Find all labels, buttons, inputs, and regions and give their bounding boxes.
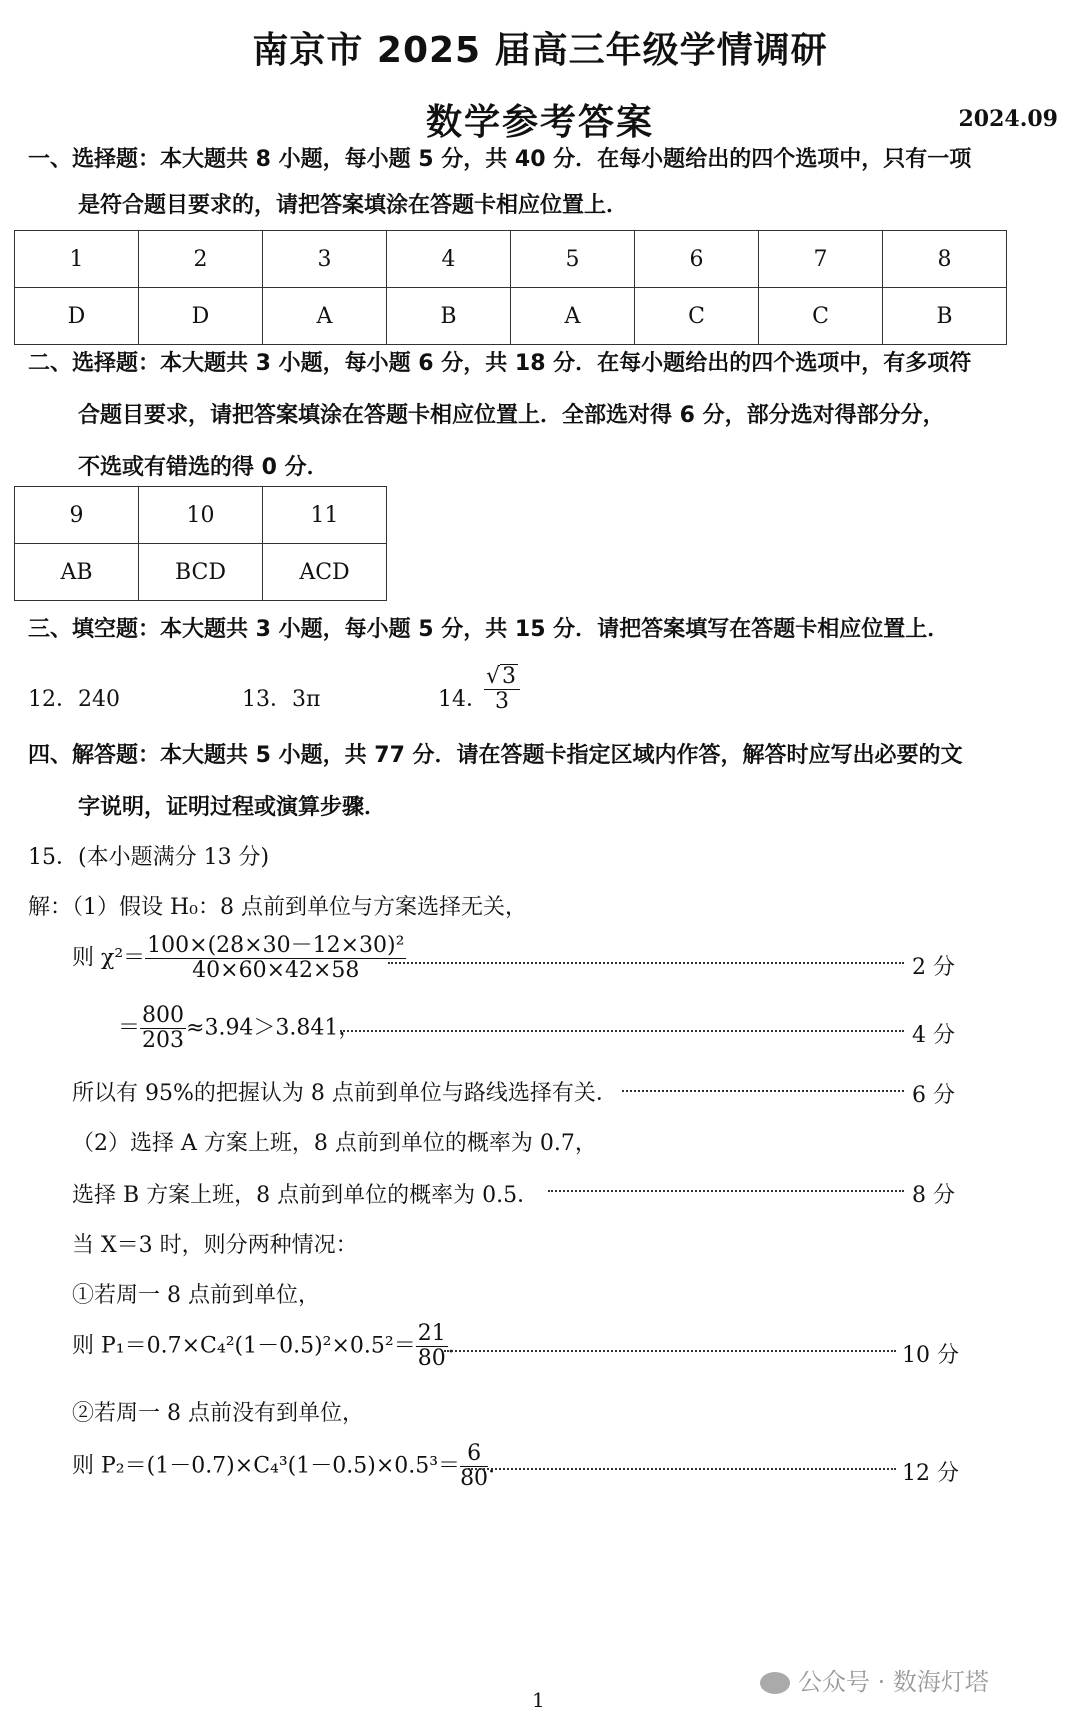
leader-dots — [444, 1350, 896, 1352]
q15-header: 15．(本小题满分 13 分) — [28, 845, 270, 870]
question-number: 7 — [759, 231, 883, 288]
question-number: 1 — [15, 231, 139, 288]
q15-case2: ②若周一 8 点前没有到单位， — [72, 1401, 364, 1426]
formula-prefix: ＝ — [118, 1015, 141, 1041]
score-10: 10 分 — [902, 1343, 959, 1368]
formula-prefix: 则 χ²＝ — [72, 945, 146, 971]
formula-numerator: 21 — [417, 1321, 446, 1346]
answer-q13: 13．3π — [242, 687, 321, 712]
question-number: 4 — [387, 231, 511, 288]
q14-denominator: 3 — [495, 689, 510, 715]
formula-numerator: 6 — [460, 1442, 488, 1467]
q15-line-1: 解：（1）假设 H₀：8 点前到单位与方案选择无关， — [28, 895, 527, 920]
q15-part2-line3: 当 X＝3 时，则分两种情况： — [72, 1233, 358, 1258]
question-number: 9 — [15, 487, 139, 544]
formula-denominator: 80 — [417, 1346, 446, 1372]
watermark-text: 公众号 · 数海灯塔 — [798, 1668, 989, 1696]
score-12: 12 分 — [902, 1461, 959, 1486]
section4-heading-line1: 四、解答题：本大题共 5 小题，共 77 分．请在答题卡指定区域内作答，解答时应写出必要的文 — [28, 743, 963, 768]
question-number: 11 — [263, 487, 387, 544]
formula-numerator: 100×(28×30－12×30)² — [147, 933, 405, 958]
q15-part2-line2: 选择 B 方案上班，8 点前到单位的概率为 0.5． — [72, 1183, 540, 1208]
question-number: 6 — [635, 231, 759, 288]
document-subtitle: 数学参考答案 — [425, 102, 654, 143]
question-number: 3 — [263, 231, 387, 288]
answer-cell: C — [759, 288, 883, 345]
section1-heading-line1: 一、选择题：本大题共 8 小题，每小题 5 分，共 40 分．在每小题给出的四个选项中，只有一项 — [28, 147, 972, 172]
table-row — [15, 544, 387, 601]
formula-suffix: ． — [488, 1453, 511, 1479]
section2-answer-table — [14, 486, 387, 601]
table-row — [15, 288, 1007, 345]
page-number: 1 — [532, 1688, 545, 1712]
answer-cell: C — [635, 288, 759, 345]
watermark — [760, 1662, 989, 1697]
answer-cell: A — [263, 288, 387, 345]
section2-heading-line2: 合题目要求，请把答案填涂在答题卡相应位置上．全部选对得 6 分，部分选对得部分分， — [78, 403, 945, 428]
answer-cell: B — [387, 288, 511, 345]
score-2: 2 分 — [912, 955, 955, 980]
question-number: 5 — [511, 231, 635, 288]
section3-heading: 三、填空题：本大题共 3 小题，每小题 5 分，共 15 分．请把答案填写在答题卡相应位置上． — [28, 617, 950, 642]
q15-case1: ①若周一 8 点前到单位， — [72, 1283, 320, 1308]
question-number: 8 — [883, 231, 1007, 288]
answer-cell: ACD — [263, 544, 387, 601]
score-6: 6 分 — [912, 1083, 955, 1108]
answer-q14-fraction: $\frac{√3}{3}$ — [484, 664, 520, 714]
question-number: 10 — [139, 487, 263, 544]
formula-denominator: 40×60×42×58 — [192, 958, 360, 984]
formula-suffix: ． — [447, 1333, 470, 1359]
q14-numerator: 3 — [502, 664, 517, 689]
formula-prefix: 则 P₁＝0.7×C₄²(1－0.5)²×0.5²＝ — [72, 1333, 416, 1359]
formula-denominator: 203 — [142, 1028, 185, 1054]
question-number: 2 — [139, 231, 263, 288]
q15-conclusion: 所以有 95%的把握认为 8 点前到单位与路线选择有关． — [72, 1081, 618, 1106]
q15-chi-square-value — [118, 1004, 360, 1053]
answer-cell: D — [139, 288, 263, 345]
q15-p1-formula — [72, 1322, 470, 1371]
section2-heading-line3: 不选或有错选的得 0 分． — [78, 455, 329, 480]
score-8: 8 分 — [912, 1183, 955, 1208]
formula-denominator: 80 — [460, 1466, 489, 1492]
table-row — [15, 487, 387, 544]
document-title: 南京市 2025 届高三年级学情调研 — [252, 30, 828, 71]
answer-cell: BCD — [139, 544, 263, 601]
leader-dots — [388, 962, 904, 964]
q15-chi-square-formula — [72, 934, 406, 983]
leader-dots — [548, 1190, 904, 1192]
q15-part2-line1: （2）选择 A 方案上班，8 点前到单位的概率为 0.7， — [72, 1131, 597, 1156]
leader-dots — [468, 1468, 896, 1470]
formula-numerator: 800 — [142, 1003, 185, 1028]
answer-cell: AB — [15, 544, 139, 601]
answer-cell: A — [511, 288, 635, 345]
section1-heading-line2: 是符合题目要求的，请把答案填涂在答题卡相应位置上． — [78, 193, 629, 218]
section4-heading-line2: 字说明，证明过程或演算步骤． — [78, 795, 387, 820]
section2-heading-line1: 二、选择题：本大题共 3 小题，每小题 6 分，共 18 分．在每小题给出的四个选项中，有多项符 — [28, 351, 972, 376]
score-4: 4 分 — [912, 1023, 955, 1048]
answer-cell: B — [883, 288, 1007, 345]
table-row — [15, 231, 1007, 288]
document-date: 2024.09 — [958, 106, 1058, 132]
section1-answer-table — [14, 230, 1007, 345]
wechat-icon — [760, 1672, 790, 1694]
leader-dots — [340, 1030, 904, 1032]
q15-p2-formula — [72, 1442, 510, 1491]
formula-suffix: ≈3.94＞3.841， — [186, 1015, 361, 1041]
answer-q12: 12．240 — [28, 687, 120, 712]
formula-prefix: 则 P₂＝(1－0.7)×C₄³(1－0.5)×0.5³＝ — [72, 1453, 461, 1479]
leader-dots — [622, 1090, 904, 1092]
answer-cell: D — [15, 288, 139, 345]
answer-q14-label: 14． — [438, 687, 488, 712]
